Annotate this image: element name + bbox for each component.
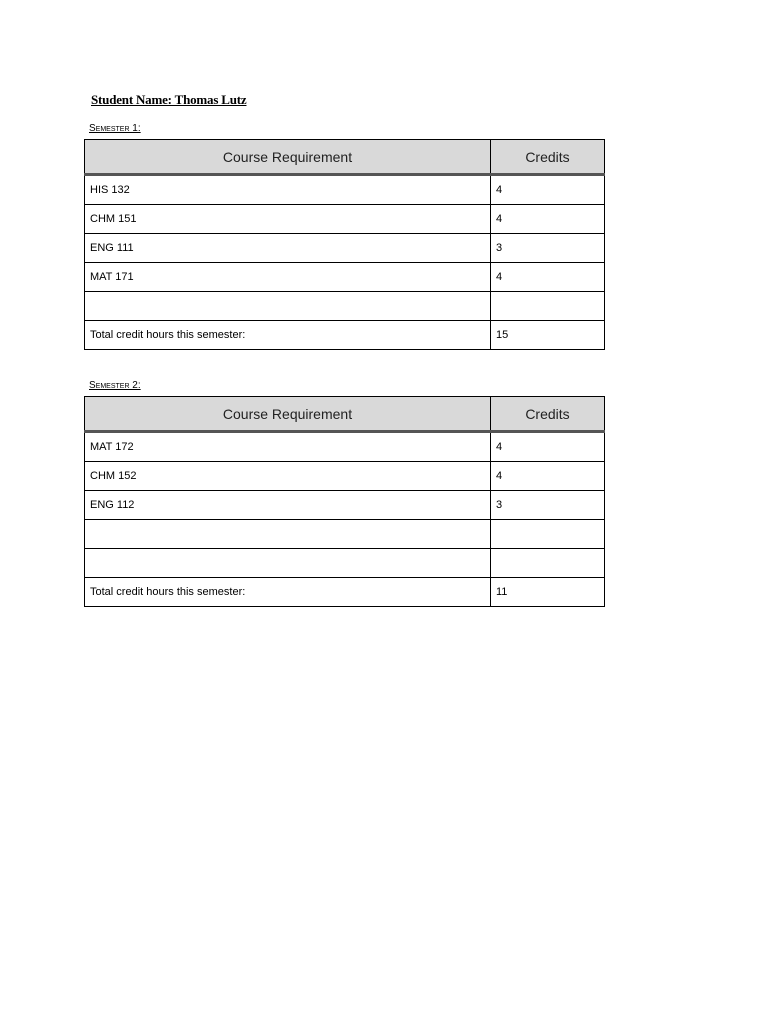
table-row: [85, 292, 605, 321]
credits-cell: 4: [491, 263, 605, 292]
credits-cell: 4: [491, 432, 605, 462]
credits-cell: 4: [491, 462, 605, 491]
credits-header: Credits: [491, 397, 605, 432]
credits-cell: [491, 292, 605, 321]
table-row: [85, 263, 605, 292]
course-cell: [85, 520, 491, 549]
course-cell: ENG 112: [85, 491, 491, 520]
credits-header: Credits: [491, 140, 605, 175]
semester-2-table: [84, 396, 605, 607]
course-cell: HIS 132: [85, 175, 491, 205]
table-row: [85, 520, 605, 549]
total-label: Total credit hours this semester:: [85, 321, 491, 350]
table-row: [85, 175, 605, 205]
course-cell: [85, 292, 491, 321]
table-row: [85, 432, 605, 462]
total-value: 15: [491, 321, 605, 350]
table-row: [85, 549, 605, 578]
total-row: [85, 578, 605, 607]
credits-cell: [491, 549, 605, 578]
credits-cell: 3: [491, 234, 605, 263]
course-cell: MAT 172: [85, 432, 491, 462]
table-row: [85, 462, 605, 491]
course-cell: CHM 152: [85, 462, 491, 491]
table-row: [85, 491, 605, 520]
course-cell: ENG 111: [85, 234, 491, 263]
credits-cell: [491, 520, 605, 549]
credits-cell: 4: [491, 205, 605, 234]
table-header-row: [85, 397, 605, 432]
course-cell: MAT 171: [85, 263, 491, 292]
course-requirement-header: Course Requirement: [85, 397, 491, 432]
total-label: Total credit hours this semester:: [85, 578, 491, 607]
course-cell: [85, 549, 491, 578]
credits-cell: 4: [491, 175, 605, 205]
table-row: [85, 234, 605, 263]
semester-1-table: [84, 139, 605, 350]
student-name-heading: Student Name: Thomas Lutz: [91, 92, 247, 107]
total-value: 11: [491, 578, 605, 607]
semester-1-label: Semester 1:: [89, 123, 141, 134]
table-row: [85, 205, 605, 234]
credits-cell: 3: [491, 491, 605, 520]
semester-2-label: Semester 2:: [89, 380, 141, 391]
total-row: [85, 321, 605, 350]
table-header-row: [85, 140, 605, 175]
course-cell: CHM 151: [85, 205, 491, 234]
course-requirement-header: Course Requirement: [85, 140, 491, 175]
